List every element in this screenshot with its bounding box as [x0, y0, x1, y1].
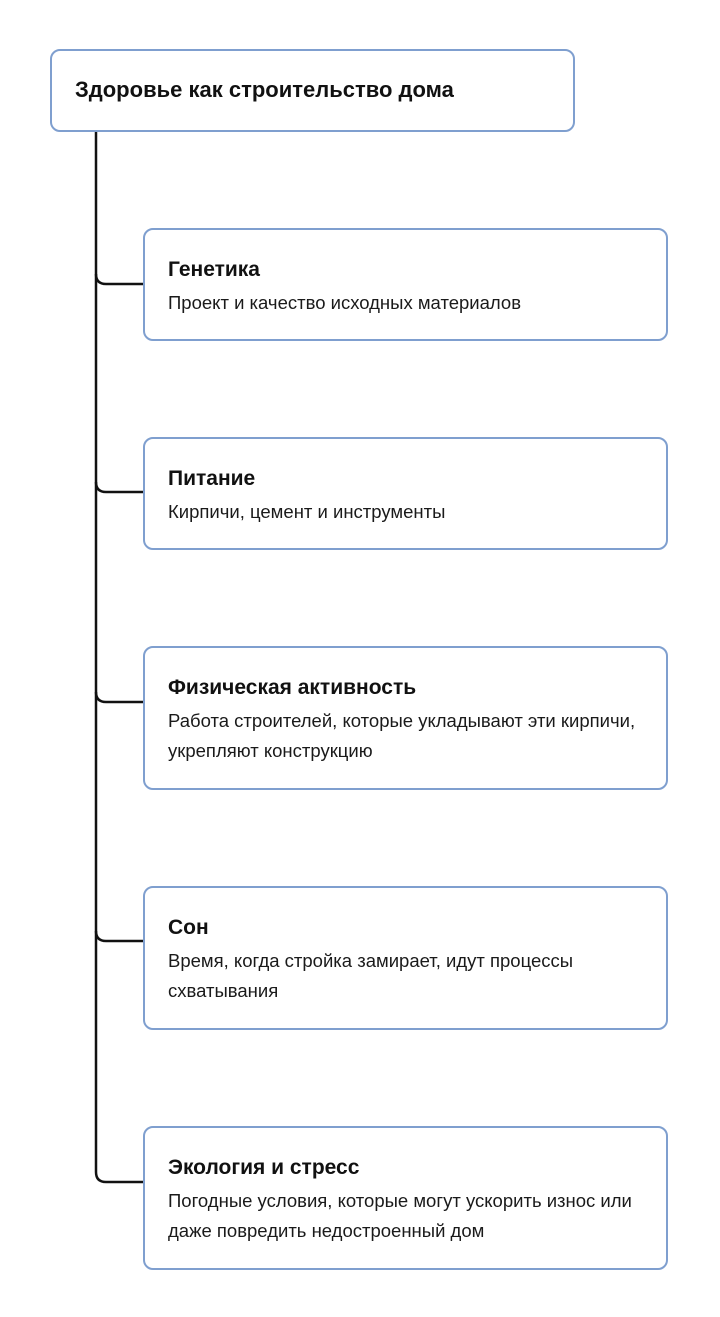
- node-ecology-stress: [143, 1126, 668, 1270]
- node-title: Экология и стресс: [168, 1156, 360, 1179]
- node-nutrition: [143, 437, 668, 550]
- node-title: Питание: [168, 467, 256, 490]
- branch-connector-genetics: [96, 274, 143, 284]
- node-description: Время, когда стройка замирает, идут процессы схватывания: [168, 950, 574, 1001]
- node-title: Генетика: [168, 258, 260, 281]
- node-title: Физическая активность: [168, 676, 417, 699]
- node-description: Проект и качество исходных материалов: [168, 292, 522, 313]
- root-node: [50, 49, 575, 132]
- root-title: Здоровье как строительство дома: [75, 77, 454, 103]
- node-physical-activity: [143, 646, 668, 790]
- branch-connector-nutrition: [96, 482, 143, 492]
- node-description: Кирпичи, цемент и инструменты: [168, 501, 446, 522]
- node-description: Погодные условия, которые могут ускорить износ или даже повредить недостроенный дом: [168, 1190, 632, 1241]
- node-genetics: [143, 228, 668, 341]
- branch-connector-activity: [96, 692, 143, 702]
- node-sleep: [143, 886, 668, 1030]
- node-description: Работа строителей, которые укладывают эти кирпичи, укрепляют конструкцию: [168, 710, 636, 761]
- branch-connector-sleep: [96, 931, 143, 941]
- node-title: Сон: [168, 916, 209, 939]
- trunk-line: [96, 132, 143, 1182]
